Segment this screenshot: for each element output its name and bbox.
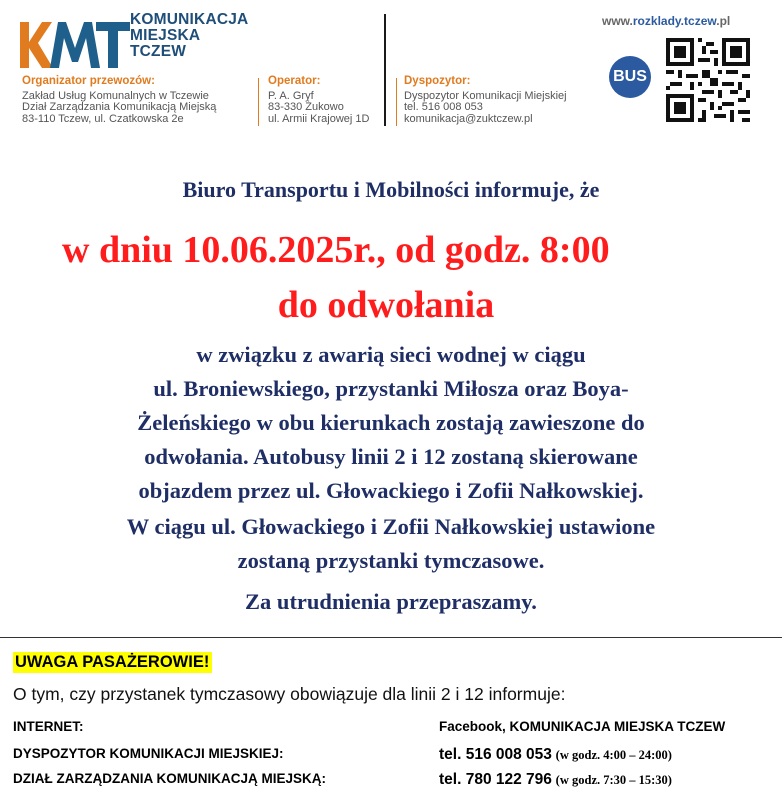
- organizer-title: Organizator przewozów:: [22, 75, 155, 87]
- kmt-logo-wordmark: [130, 12, 248, 60]
- kmt-logo: [20, 10, 280, 72]
- website-prefix: www.: [602, 14, 633, 28]
- notice-body-line: w związku z awarią sieci wodnej w ciągu: [196, 342, 586, 367]
- dispatcher-hours: (w godz. 4:00 – 24:00): [555, 748, 672, 762]
- notice-stops-line: zostaną przystanki tymczasowe.: [237, 548, 545, 573]
- contact-value-dispatcher[interactable]: [439, 746, 672, 764]
- dispatcher-block: [404, 76, 599, 125]
- footer-divider: [0, 637, 782, 638]
- dispatcher-title: Dyspozytor:: [404, 75, 471, 87]
- notice-until: do odwołania: [277, 284, 495, 326]
- organizer-line: Zakład Usług Komunalnych w Tczewie: [22, 89, 209, 102]
- notice-apology: Za utrudnienia przepraszamy.: [245, 589, 537, 614]
- column-divider: [396, 78, 397, 126]
- department-tel: tel. 780 122 796: [439, 771, 552, 788]
- dispatcher-line: Dyspozytor Komunikacji Miejskiej: [404, 89, 567, 102]
- organizer-line: Dział Zarządzania Komunikacją Miejską: [22, 101, 217, 113]
- attention-banner: UWAGA PASAŻEROWIE!: [13, 652, 212, 673]
- header-divider: [384, 14, 386, 126]
- operator-line: ul. Armii Krajowej 1D: [268, 112, 370, 125]
- notice-body-line: odwołania. Autobusy linii 2 i 12 zostaną skierowane: [144, 444, 638, 469]
- website-domain: rozklady.tczew: [632, 14, 717, 28]
- operator-line: P. A. Gryf: [268, 89, 314, 102]
- dispatcher-tel: tel. 516 008 053: [439, 746, 552, 763]
- contact-value-internet[interactable]: [439, 719, 725, 734]
- notice-stops-line: W ciągu ul. Głowackiego i Zofii Nałkowskiej ustawione: [126, 514, 656, 539]
- logo-line-3: TCZEW: [130, 43, 187, 60]
- operator-title: Operator:: [268, 75, 321, 87]
- organizer-block: [22, 76, 262, 125]
- info-line: O tym, czy przystanek tymczasowy obowiązuje dla linii 2 i 12 informuje:: [13, 684, 566, 704]
- department-hours: (w godz. 7:30 – 15:30): [555, 773, 672, 787]
- notice-body: [0, 338, 782, 508]
- notice-intro: Biuro Transportu i Mobilności informuje, że: [182, 177, 600, 202]
- operator-line: 83-330 Żukowo: [268, 101, 344, 113]
- logo-line-2: MIEJSKA: [130, 27, 201, 44]
- contact-value-department[interactable]: [439, 771, 672, 789]
- dispatcher-phone: tel. 516 008 053: [404, 101, 483, 113]
- organizer-line: 83-110 Tczew, ul. Czatkowska 2e: [22, 112, 184, 125]
- contact-label-internet: INTERNET:: [13, 719, 84, 734]
- kmt-logo-mark: [20, 10, 130, 72]
- notice-body-line: ul. Broniewskiego, przystanki Miłosza oraz Boya-: [153, 376, 629, 401]
- notice-temporary-stops: [0, 510, 782, 578]
- letterhead: [0, 0, 782, 140]
- contact-label-department: DZIAŁ ZARZĄDZANIA KOMUNIKACJĄ MIEJSKĄ:: [13, 771, 326, 786]
- website-suffix: .pl: [716, 14, 731, 28]
- operator-block: [268, 76, 393, 125]
- qr-code-icon: [666, 38, 750, 122]
- contact-facebook: Facebook, KOMUNIKACJA MIEJSKA TCZEW: [439, 719, 726, 734]
- column-divider: [258, 78, 259, 126]
- notice-body-line: Żeleńskiego w obu kierunkach zostają zawieszone do: [137, 410, 645, 435]
- notice-date: w dniu 10.06.2025r., od godz. 8:00: [62, 229, 610, 271]
- contact-label-dispatcher: DYSPOZYTOR KOMUNIKACJI MIEJSKIEJ:: [13, 746, 284, 761]
- notice-body-line: objazdem przez ul. Głowackiego i Zofii Nałkowskiej.: [138, 478, 644, 503]
- bus-badge-icon: BUS: [609, 56, 651, 98]
- logo-line-1: KOMUNIKACJA: [130, 11, 249, 28]
- website-url[interactable]: [602, 14, 730, 28]
- dispatcher-email: komunikacja@zuktczew.pl: [404, 112, 533, 125]
